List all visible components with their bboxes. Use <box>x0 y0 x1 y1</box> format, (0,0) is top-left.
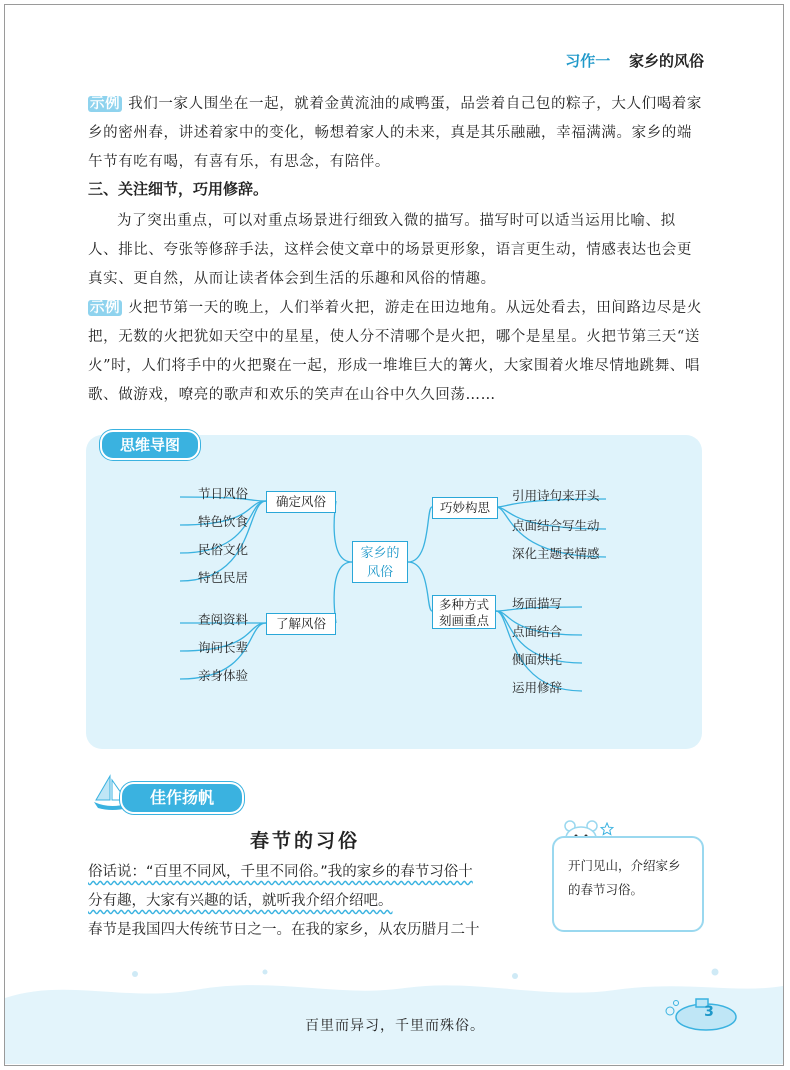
leaf-item: 运用修辞 <box>512 680 563 695</box>
leaf-item: 特色民居 <box>198 570 249 585</box>
leaf-item: 深化主题表情感 <box>512 546 600 561</box>
paragraph-2: 为了突出重点，可以对重点场景进行细致入微的描写。描写时可以适当运用比喻、拟人、排比、夸张等修辞手法，这样会使文章中的场景更形象，语言更生动，情感表达也会更真实、更自然，从而让读者体会到生活的乐趣和风俗的情趣。 <box>88 213 692 287</box>
mind-map-center <box>352 541 408 583</box>
example-paragraph-2 <box>88 294 703 410</box>
chapter-label: 习作一 <box>565 52 611 70</box>
paragraph-text: 我们一家人围坐在一起，就着金黄流油的咸鸭蛋，品尝着自己包的粽子，大人们喝着家乡的密州春，讲述着家中的变化，畅想着家人的未来，真是其乐融融，幸福满满。家乡的端午节有吃有喝，有喜有乐，有思念，有陪伴。 <box>88 96 702 170</box>
essay-line <box>88 858 528 887</box>
footer-proverb: 百里而异习，千里而殊俗。 <box>305 1018 485 1034</box>
star-icon <box>600 822 614 836</box>
branch-understand: 了解风俗 <box>266 613 336 635</box>
example-tag: 示例 <box>90 96 121 112</box>
leaf-item: 查阅资料 <box>198 612 249 627</box>
essay-title: 春节的习俗 <box>250 830 361 852</box>
leaf-item: 点面结合写生动 <box>512 518 600 533</box>
branch-methods-line-2: 刻画重点 <box>438 613 489 628</box>
section-heading: 三、关注细节，巧用修辞。 <box>88 180 269 198</box>
margin-note: 开门见山，介绍家乡的春节习俗。 <box>552 836 704 932</box>
essay-paragraph-1 <box>88 858 528 916</box>
leaf-item: 亲身体验 <box>198 668 249 683</box>
page-header <box>565 50 704 71</box>
branch-methods <box>432 595 496 629</box>
essay-line <box>88 887 528 916</box>
center-line-1: 家乡的 <box>360 546 400 561</box>
paragraph-text: 火把节第一天的晚上，人们举着火把，游走在田边地角。从远处看去，田间路边尽是火把，无数的火把犹如天空中的星星，使人分不清哪个是火把，哪个是星星。火把节第三天“送火”时，人们将手中的火把聚在一起，形成一堆堆巨大的篝火，大家围着火堆尽情地跳舞、唱歌、做游戏，嘹亮的歌声和欢乐的笑声在山谷中久久回荡…… <box>88 300 702 403</box>
leaf-item: 侧面烘托 <box>512 652 563 667</box>
essay-text: 分有趣，大家有兴趣的话，就听我介绍介绍吧。 <box>88 893 393 909</box>
mind-map <box>86 435 702 749</box>
branch-determine: 确定风俗 <box>266 491 336 513</box>
leaf-item: 民俗文化 <box>198 542 249 557</box>
mind-map-title: 思维导图 <box>100 430 200 460</box>
example-paragraph-1 <box>88 90 703 177</box>
mind-map-lines <box>86 435 702 749</box>
example-tag: 示例 <box>90 300 121 316</box>
branch-conception: 巧妙构思 <box>432 497 498 519</box>
leaf-item: 询问长辈 <box>198 640 249 655</box>
center-line-2: 风俗 <box>366 565 393 580</box>
branch-methods-line-1: 多种方式 <box>438 597 489 612</box>
page-number: 3 <box>704 1004 714 1020</box>
chapter-topic: 家乡的风俗 <box>628 52 704 70</box>
essay-text: 俗话说：“百里不同风，千里不同俗。”我的家乡的春节习俗十 <box>88 864 473 880</box>
essay-paragraph-2: 春节是我国四大传统节日之一。在我的家乡，从农历腊月二十 <box>88 922 480 938</box>
leaf-item: 节日风俗 <box>198 486 249 501</box>
leaf-item: 特色饮食 <box>198 514 249 529</box>
leaf-item: 引用诗句来开头 <box>512 488 600 503</box>
leaf-item: 点面结合 <box>512 624 563 639</box>
leaf-item: 场面描写 <box>512 596 563 611</box>
section-title: 佳作扬帆 <box>120 782 244 814</box>
